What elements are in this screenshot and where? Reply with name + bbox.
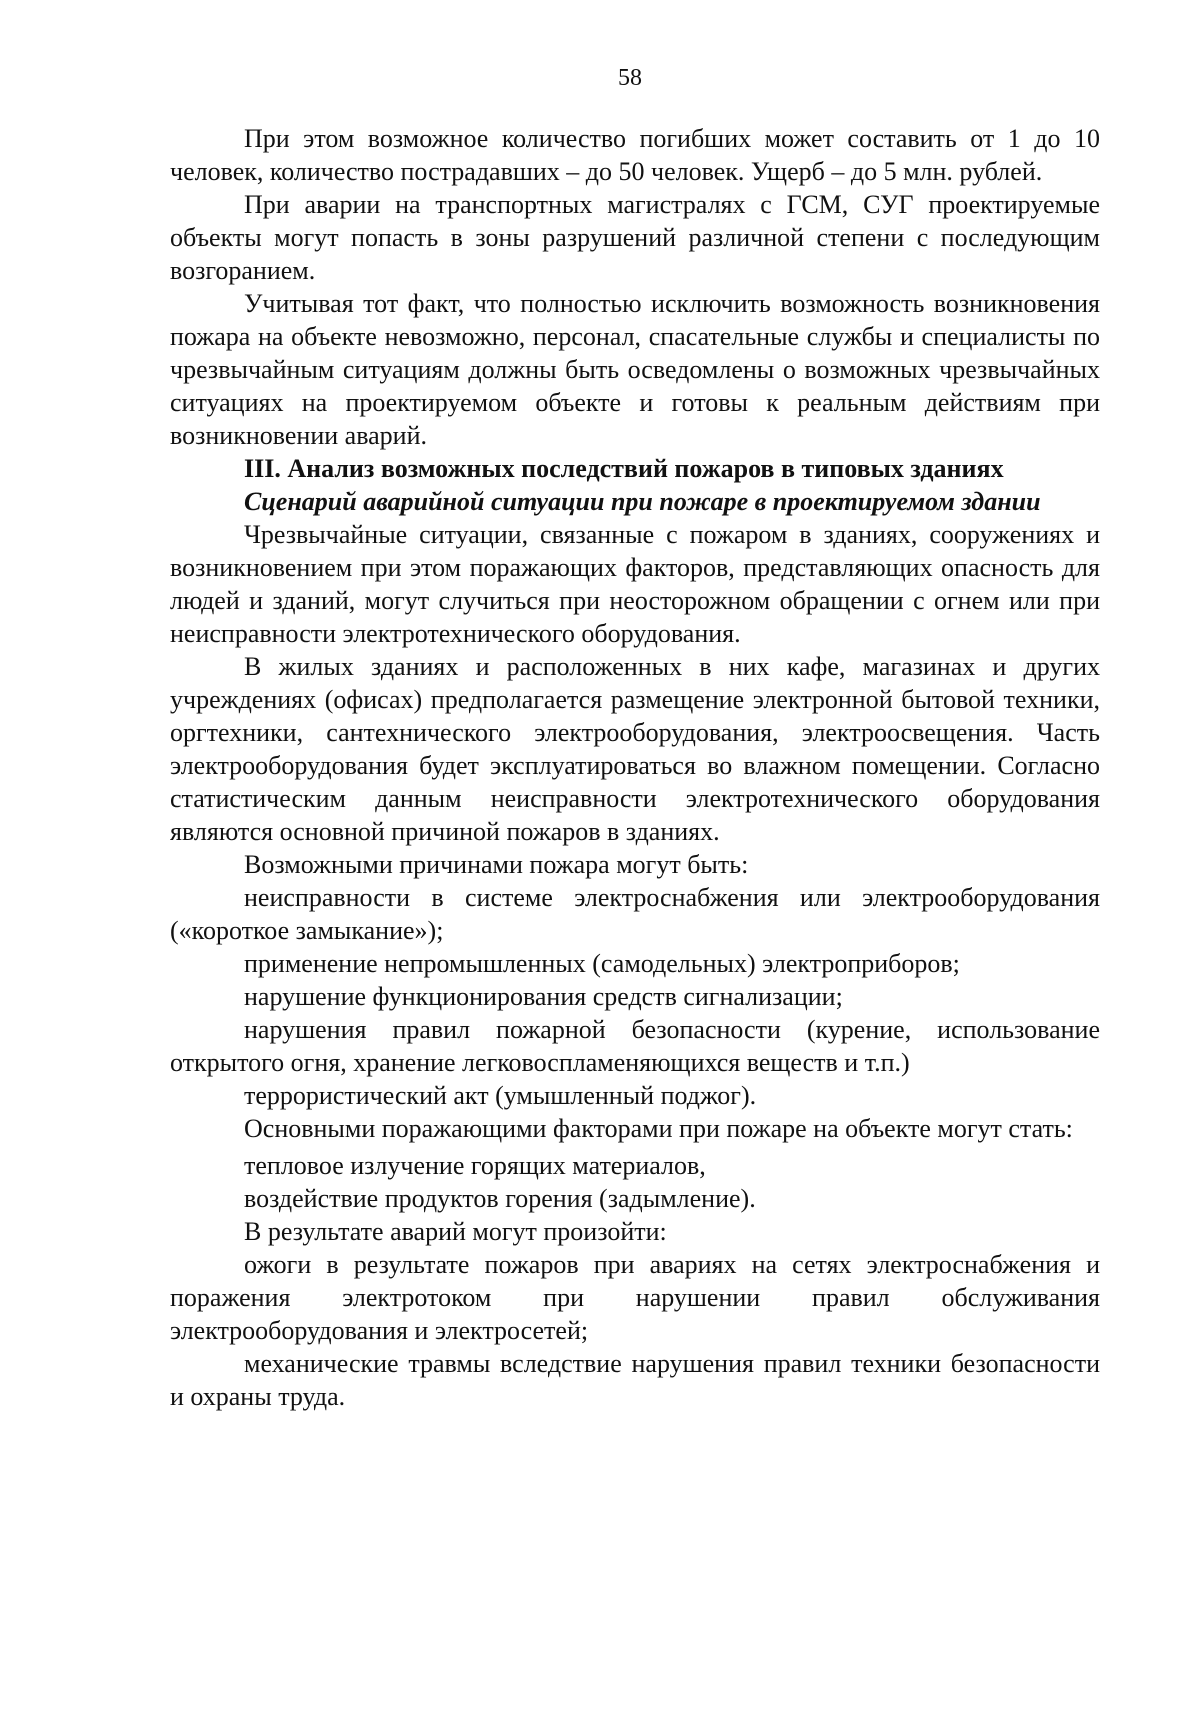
consequence-item: механические травмы вследствие нарушения правил техники безопасности и охраны труда. <box>170 1349 1100 1411</box>
factors-intro: Основными поражающими факторами при пожаре на объекте могут стать: <box>244 1114 1073 1143</box>
consequence-item: ожоги в результате пожаров при авариях на сетях электроснабжения и поражения электротоком при нарушении правил обслуживания электрооборудования и электросетей; <box>170 1250 1100 1345</box>
cause-item: нарушения правил пожарной безопасности (курение, использование открытого огня, хранение легковоспламеняющихся веществ и т.п.) <box>170 1015 1100 1077</box>
document-body <box>170 122 1100 1413</box>
section-heading: III. Анализ возможных последствий пожаров в типовых зданиях <box>244 454 1004 483</box>
factor-item: тепловое излучение горящих материалов, <box>244 1151 706 1180</box>
causes-intro: Возможными причинами пожара могут быть: <box>244 850 749 879</box>
cause-item: неисправности в системе электроснабжения или электрооборудования («короткое замыкание»); <box>170 883 1100 945</box>
cause-item: применение непромышленных (самодельных) электроприборов; <box>244 949 960 978</box>
cause-item: нарушение функционирования средств сигнализации; <box>244 982 843 1011</box>
consequences-intro: В результате аварий могут произойти: <box>244 1217 667 1246</box>
paragraph-transport-accident: При аварии на транспортных магистралях с ГСМ, СУГ проектируемые объекты могут попасть в зоны разрушений различной степени с последующим возгоранием. <box>170 190 1100 285</box>
factor-item: воздействие продуктов горения (задымление). <box>244 1184 756 1213</box>
paragraph-personnel-awareness: Учитывая тот факт, что полностью исключить возможность возникновения пожара на объекте невозможно, персонал, спасательные службы и специалисты по чрезвычайным ситуациям должны быть осведомлены о возможных чрезвычайных ситуациях на проектируемом объекте и готовы к реальным действиям при возникновении аварий. <box>170 289 1100 450</box>
page-number: 58 <box>618 65 642 91</box>
paragraph-residential-buildings: В жилых зданиях и расположенных в них кафе, магазинах и других учреждениях (офисах) предполагается размещение электронной бытовой техники, оргтехники, сантехнического электрооборудования, электроосвещения. Часть электрооборудования будет эксплуатироваться во влажном помещении. Согласно статистическим данным неисправности электротехнического оборудования являются основной причиной пожаров в зданиях. <box>170 652 1100 846</box>
scenario-heading: Сценарий аварийной ситуации при пожаре в проектируемом здании <box>244 487 1041 516</box>
paragraph-emergency-situations: Чрезвычайные ситуации, связанные с пожаром в зданиях, сооружениях и возникновением при этом поражающих факторов, представляющих опасность для людей и зданий, могут случиться при неосторожном обращении с огнем или при неисправности электротехнического оборудования. <box>170 520 1100 648</box>
paragraph-casualties: При этом возможное количество погибших может составить от 1 до 10 человек, количество пострадавших – до 50 человек. Ущерб – до 5 млн. рублей. <box>170 124 1100 186</box>
cause-item: террористический акт (умышленный поджог). <box>244 1081 757 1110</box>
